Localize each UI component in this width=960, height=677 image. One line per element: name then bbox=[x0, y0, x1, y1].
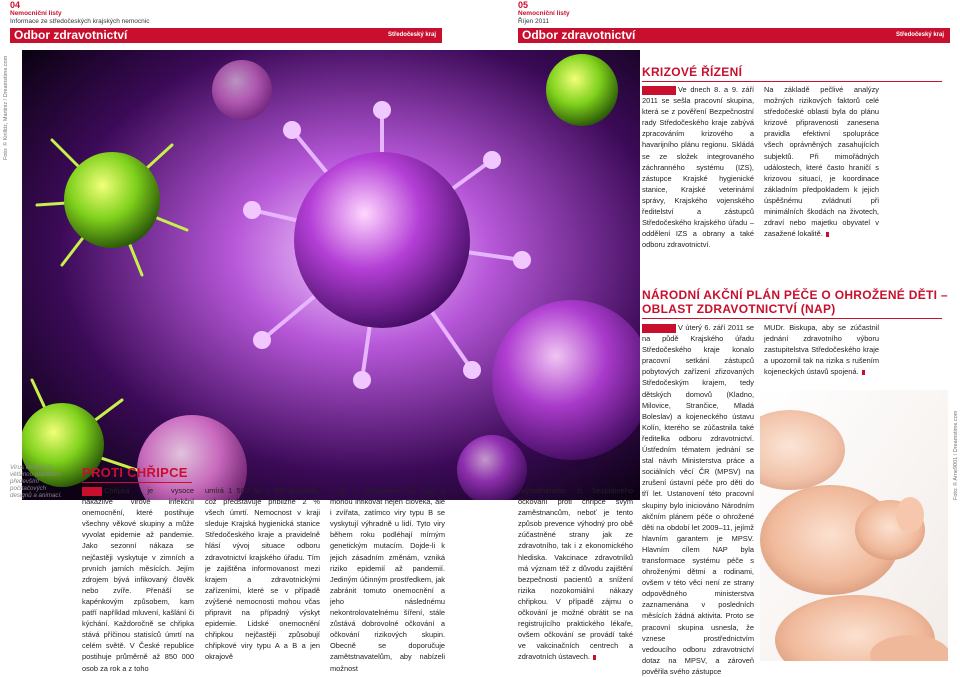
image-caption: Virus chřipky je většinou objektem především počítačových designů a animací. bbox=[10, 464, 62, 499]
end-mark bbox=[593, 655, 596, 660]
section-title-right: Odbor zdravotnictví bbox=[522, 28, 636, 42]
section-bar-right bbox=[518, 28, 950, 43]
flu-col-3: i typ C. Chřipkové viry typu A mohou infikovat nejen člověka, ale i zvířata, zatímco viry typu B se vyskytují výhradně u lidí. Tyto viry během roku podléhají mírným genetickým mutacím. Dojde-li k jejich zásadním změnám, vzniká riziko epidemií až pandemií. Jediným účinným prostředkem, jak zabránit tomuto onemocnění a jeho následnému nekontrolovatelnému šíření, stále zůstává dobrovolné očkování a očkování rizikových skupin. Obecně se doporučuje zamětstnavatelům, aby nabízeli možnost bbox=[330, 486, 445, 673]
nap-col-2-text: MUDr. Biskupa, aby se zúčastnil jednání zdravotního výboru zastupitelstva Středočeského kraje a upozornil tak na rizika s rušením kojeneckých ústavů spojená. bbox=[764, 323, 879, 377]
virus-green-left bbox=[64, 152, 160, 248]
nap-title-line-2: OBLAST ZDRAVOTNICTVÍ (NAP) bbox=[642, 302, 836, 316]
running-head-right bbox=[518, 10, 718, 25]
flu-col-2: umírá 1 500 až 2 000 pacientů, což představuje přibližně 2 % všech úmrtí. Nemocnost v kraji sleduje Krajská hygienická stanice Středočeského kraje a pravidelně hlásí vývoj situace odboru zdravotnictví krajského úřadu. Tím je zajištěna informovanost mezi krajem a zdravotnickými zařízeními, které se v případě zvýšené nemocnosti mohou včas připravit na případný výskyt epidemie. Lidské onemocnění chřipkou nejčastěji způsobují chřipkové viry typu A a B a jen okrajově bbox=[205, 486, 320, 662]
virus-illustration-svg bbox=[22, 50, 640, 500]
article-title-crisis: KRIZOVÉ ŘÍZENÍ bbox=[642, 65, 743, 79]
end-mark-nap bbox=[862, 370, 865, 375]
running-head-date: Říjen 2011 bbox=[518, 17, 549, 25]
title-rule-crisis bbox=[642, 81, 942, 82]
title-rule-flu bbox=[82, 482, 192, 483]
virus-main bbox=[294, 152, 470, 328]
title-rule-nap bbox=[642, 318, 942, 319]
article-title-flu: PROTI CHŘIPCE bbox=[82, 465, 188, 480]
photo-credit-left: Foto: © Kirilldz, Martiniz / Dreamstime.com bbox=[3, 55, 9, 160]
nap-col-1: V úterý 6. září 2011 se na půdě Krajského úřadu Středočeského kraje konalo pracovní setkání zástupců pobytových zařízení zřizovaných Středočeským krajem, tedy dětských domovů (Kladno, Milovice, Strančice, Mladá Boleslav) a kojeneckého ústavu Kolín, kterého se zúčastnila také ředitelka odboru zdravotnictví. Ústředním tématem jednání se stal návrh Ministerstva práce a sociálních věcí ČR (MPSV) na zrušení ústavní péče pro děti do tří let. Ustanovení této pracovní skupiny bylo iniciováno Národním akčním plánem péče o ohrožené děti na období let 2009–11, jejímž hlavním garantem je MPSV. Hlavním cílem NAP byla transformace systému péče s ohroženými dětmi a rodinami, ovšem v této věci není ze strany odpovědného ministerstva zaznamenána v posledních měsících žádná aktivita. Proto se pracovní skupina usnesla, že vznese prostřednictvím vedoucího odboru zdravotnictví dotaz na MPSV, a zároveň pověřila svého zástupce bbox=[642, 323, 754, 676]
virus-green-top bbox=[546, 54, 618, 126]
nap-col-2 bbox=[764, 322, 879, 377]
running-head-subtitle: Informace ze středočeských krajských nemocnic bbox=[10, 17, 150, 25]
baby-photo bbox=[760, 390, 948, 661]
section-bar-left bbox=[10, 28, 442, 43]
baby-photo-svg bbox=[760, 390, 948, 661]
flu-col-4 bbox=[518, 485, 633, 663]
page-number-right: 05 bbox=[518, 0, 529, 10]
page-number-left: 04 bbox=[10, 0, 21, 10]
running-head-title-right: Nemocniční listy bbox=[518, 10, 570, 17]
nap-title-line-1: NÁRODNÍ AKČNÍ PLÁN PÉČE O OHROŽENÉ DĚTI – bbox=[642, 288, 948, 302]
region-label-right: Středočeský kraj bbox=[895, 32, 944, 38]
running-head-left bbox=[10, 10, 210, 25]
virus-illustration bbox=[22, 50, 640, 500]
photo-credit-right: Foto: © Arne9001 / Dreamstime.com bbox=[953, 410, 959, 500]
crisis-col-1: Ve dnech 8. a 9. září 2011 se sešla pracovní skupina, která se z pověření Bezpečnostní rady Středočeského kraje zabývá zpracováním krizového a havarijního plánu regionu. Skládá se ze složek integrovaného záchranného systému (IZS), zástupce Krajské hygienické stanice, Krajské veterinární správy, Krajského vojenského ředitelství a zástupců Středočeského krajského úřadu – oddělení IZS a obrany a také odboru zdravotnictví. bbox=[642, 85, 754, 250]
article-title-nap bbox=[642, 288, 948, 316]
end-mark-crisis bbox=[826, 232, 829, 237]
running-head-title: Nemocniční listy bbox=[10, 10, 62, 17]
flu-col-4-text: zvýhodněného či bezplatného očkování proti chřipce svým zaměstnancům, neboť je tento způsob prevence výhodný pro obě zúčastněné strany jak ze zdravotního, tak i z ekonomického hlediska. Vakcinace zdravotníků má význam též z důvodu zajištění bezpečnosti pacientů a snížení rizika nozokomiální nákazy chřipkou. V případě zájmu o očkování je možné obrátit se na registrujícího praktického lékaře, ovšem očkování se provádí také ve vakcinačních centrech a zdravotních ústavech. bbox=[518, 486, 633, 662]
crisis-col-2 bbox=[764, 84, 879, 239]
region-label: Středočeský kraj bbox=[387, 32, 436, 38]
crisis-col-2-text: Na základě pečlivé analýzy možných rizikových faktorů celé středočeské oblasti byla do plánu krizové připravenosti zanesena pravidla efektivní spolupráce všech oprávněných zasahujících subjektů. Při mimořádných událostech, které často hraničí s krizovou situací, je koordinace základním předpokladem k jejich úspěšnému zvládnutí při minimálních škodách na životech, zdraví nebo majetku obyvatel v zasažené lokalitě. bbox=[764, 85, 879, 239]
section-title: Odbor zdravotnictví bbox=[14, 28, 128, 42]
flu-col-1: Chřipka je vysoce nakažlivé virové infekční onemocnění, které postihuje všechny věkové skupiny a může vyvolat epidemie až pandemie. Jako sezonní nákaza se nejčastěji vyskytuje v zimních a prvních jarních měsících. Jejím zdrojem bývá infikovaný člověk nebo zvíře. Přenáší se kapénkovým způsobem, kam patří například mluvení, kašlání či kýchání. Každoročně se chřipka stává příčinou statisíců úmrtí na celém světě. V České republice postihuje průměrně až 850 000 osob za rok a z toho bbox=[82, 486, 194, 673]
